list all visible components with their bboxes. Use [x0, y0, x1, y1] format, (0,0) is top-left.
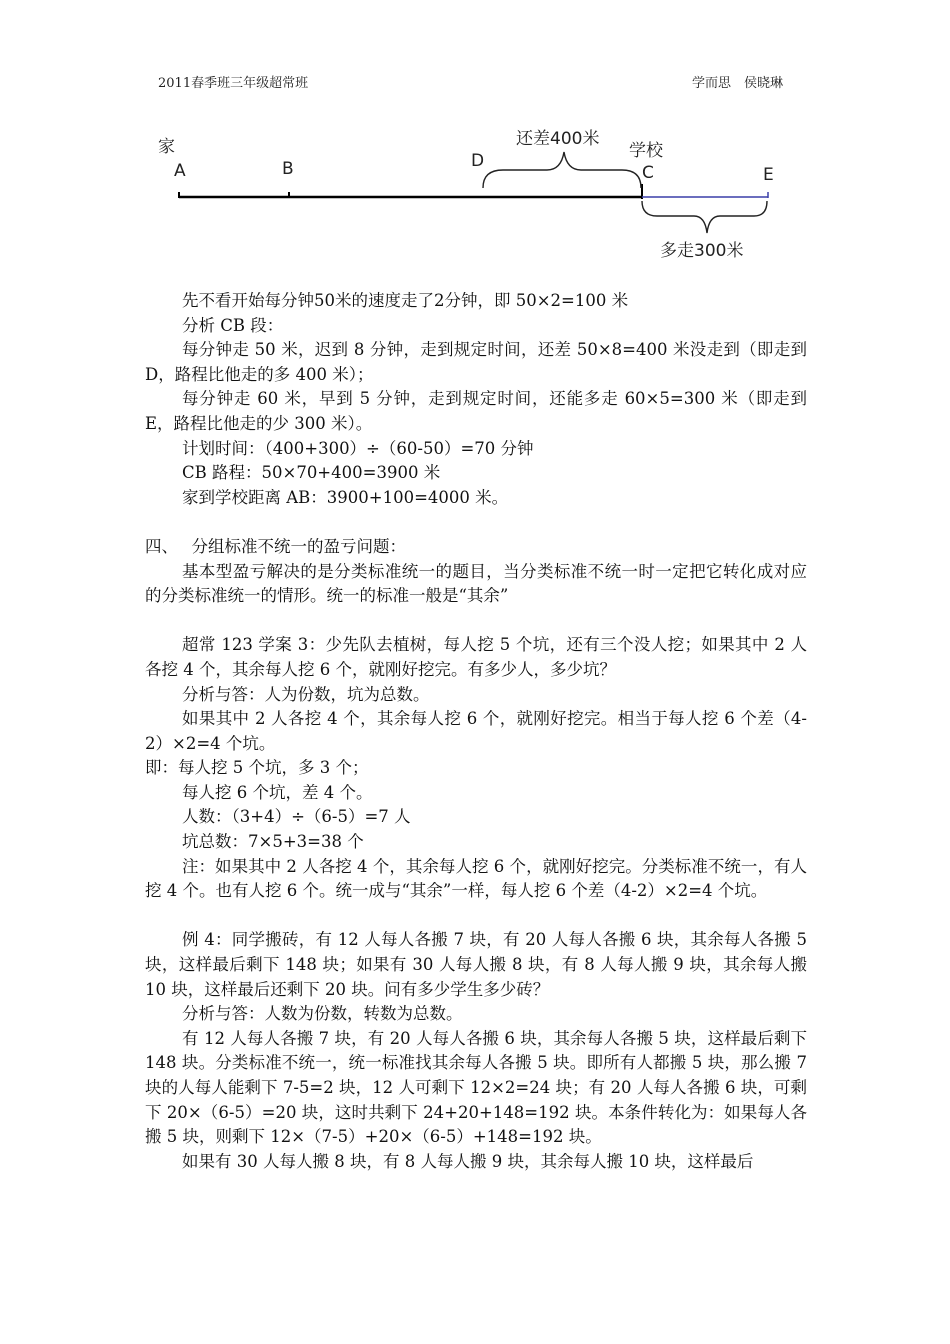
header-left: 2011春季班三年级超常班: [158, 76, 309, 91]
blank-line: [145, 510, 807, 535]
brace-D-C: [483, 152, 641, 188]
label-extra-300: 多走300米: [660, 241, 744, 261]
paragraph: 坑总数：7×5+3=38 个: [182, 832, 364, 852]
paragraph: 先不看开始每分钟50米的速度走了2分钟，即 50×2=100 米: [182, 291, 629, 310]
paragraph: 每分钟走 60 米，早到 5 分钟，走到规定时间，还能多走 60×5=300 米（即走到 E，路程比他走的少 300 米）。: [145, 389, 807, 433]
blank-line: [145, 904, 807, 929]
paragraph: CB 路程：50×70+400=3900 米: [182, 463, 441, 483]
paragraph: 有 12 人每人各搬 7 块，有 20 人每人各搬 6 块，其余每人各搬 5 块，这样最后剩下 148 块。分类标准不统一，统一标准找其余每人各搬 5 块。即所有人都搬 5 块，那么搬 7 块的人每人能剩下 7-5=2 块，12 人可剩下 12×2=24 块；有 20 人每人各搬 6 块，可剩下 20×（6-5）=20 块，这时共剩下 24+20+148=192 块。本条件转化为：如果每人各搬 5 块，则剩下 12×（7-5）+20×（6-5）+148=192 块。: [145, 1028, 807, 1147]
paragraph: 分析与答：人数为份数，转数为总数。: [182, 1004, 463, 1024]
paragraph: 注：如果其中 2 人各挖 4 个，其余每人挖 6 个，就刚好挖完。分类标准不统一，有人挖 4 个。也有人挖 6 个。统一成与“其余”一样，每人挖 6 个差（4-2）×2=4 个坑。: [145, 856, 807, 901]
paragraph: 如果其中 2 人各挖 4 个，其余每人挖 6 个，就刚好挖完。相当于每人挖 6 个差（4-2）×2=4 个坑。: [145, 709, 807, 753]
blank-line: [145, 609, 807, 634]
brace-C-E: [642, 201, 767, 233]
paragraph: 人数：（3+4）÷（6-5）=7 人: [182, 807, 411, 827]
label-school: 学校: [629, 141, 663, 161]
paragraph: 家到学校距离 AB：3900+100=4000 米。: [182, 487, 509, 507]
paragraph: 分析与答：人为份数，坑为总数。: [182, 684, 430, 704]
label-E: E: [763, 165, 774, 185]
header-right: 学而思 侯晓琳: [692, 76, 784, 91]
paragraph: 超常 123 学案 3：少先队去植树，每人挖 5 个坑，还有三个没人挖；如果其中 2 人各挖 4 个，其余每人挖 6 个，就刚好挖完。有多少人，多少坑？: [145, 635, 807, 679]
paragraph: 计划时间：（400+300）÷（60-50）=70 分钟: [182, 438, 534, 458]
paragraph: 每人挖 6 个坑，差 4 个。: [182, 782, 373, 802]
body-text: [145, 289, 807, 1174]
label-D: D: [471, 151, 485, 171]
label-C: C: [642, 163, 654, 183]
paragraph: 分析 CB 段：: [182, 315, 284, 335]
paragraph: 每分钟走 50 米，迟到 8 分钟，走到规定时间，还差 50×8=400 米没走到（即走到 D，路程比他走的多 400 米）；: [145, 340, 807, 384]
route-diagram: [150, 118, 790, 268]
paragraph: 如果有 30 人每人搬 8 块，有 8 人每人搬 9 块，其余每人搬 10 块，这样最后: [182, 1151, 754, 1171]
section-heading: 四、 分组标准不统一的盈亏问题：: [145, 536, 406, 556]
label-B: B: [282, 159, 294, 179]
paragraph: 基本型盈亏解决的是分类标准统一的题目，当分类标准不统一时一定把它转化成对应的分类标准统一的情形。统一的标准一般是“其余”: [145, 561, 807, 606]
label-A: A: [174, 161, 186, 181]
paragraph: 即：每人挖 5 个坑，多 3 个；: [145, 758, 369, 778]
label-short-400: 还差400米: [516, 129, 600, 149]
paragraph: 例 4：同学搬砖，有 12 人每人各搬 7 块，有 20 人每人各搬 6 块，其余每人各搬 5 块，这样最后剩下 148 块；如果有 30 人每人搬 8 块，有 8 人每人搬 9 块，其余每人搬 10 块，这样最后还剩下 20 块。问有多少学生多少砖？: [145, 930, 807, 999]
label-home: 家: [158, 137, 175, 157]
